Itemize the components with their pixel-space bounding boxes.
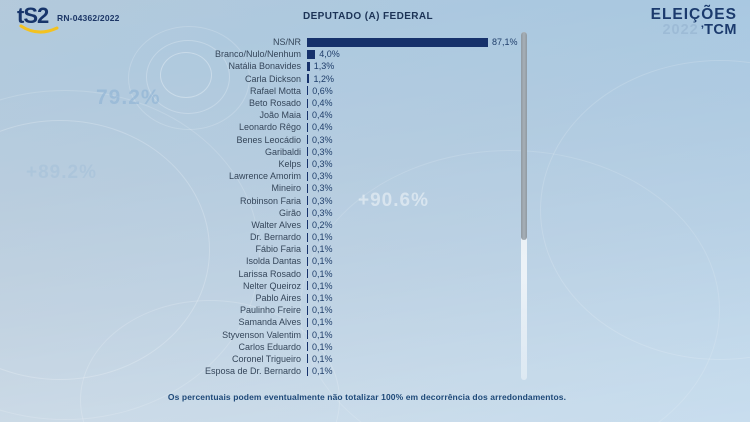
- candidate-bar: [307, 159, 308, 168]
- candidate-bar: [307, 74, 309, 83]
- candidate-value: 0,6%: [312, 85, 333, 96]
- chart-row: [0, 97, 520, 109]
- candidate-label: Garibaldi: [264, 146, 301, 157]
- candidate-label: Girão: [278, 207, 301, 218]
- candidate-label: Larissa Rosado: [238, 268, 301, 279]
- eleicoes-year: 2022: [662, 22, 699, 39]
- candidate-bar: [307, 135, 308, 144]
- candidate-label: Styvenson Valentim: [222, 329, 301, 340]
- candidate-bar: [307, 354, 308, 363]
- chart-row: [0, 146, 520, 158]
- eleicoes-tcm-logo: [651, 7, 737, 38]
- candidate-label: Samanda Alves: [238, 317, 301, 328]
- chart-row: [0, 316, 520, 328]
- chart-row: [0, 219, 520, 231]
- candidate-value: 0,1%: [312, 305, 333, 316]
- candidate-label: NS/NR: [272, 37, 301, 48]
- chart-row: [0, 292, 520, 304]
- candidate-bar: [307, 342, 308, 351]
- rounding-disclaimer: Os percentuais podem eventualmente não totalizar 100% em decorrência dos arredondamentos.: [167, 392, 567, 402]
- chart-row: [0, 304, 520, 316]
- research-registration-number: RN-04362/2022: [57, 13, 120, 23]
- candidate-value: 0,1%: [312, 280, 333, 291]
- chart-row: [0, 329, 520, 341]
- candidate-bar: [307, 196, 308, 205]
- candidate-bar: [307, 147, 308, 156]
- candidate-bar: [307, 330, 308, 339]
- chart-row: [0, 73, 520, 85]
- candidate-bar: [307, 99, 308, 108]
- candidate-label: Branco/Nulo/Nenhum: [214, 49, 301, 60]
- candidate-bar: [307, 306, 308, 315]
- candidate-value: 0,3%: [312, 195, 333, 206]
- chart-row: [0, 134, 520, 146]
- chart-row: [0, 158, 520, 170]
- candidate-value: 0,1%: [312, 317, 333, 328]
- candidate-bar: [307, 172, 308, 181]
- candidate-bar: [307, 50, 315, 59]
- background-watermark: +90.6%: [358, 190, 429, 211]
- candidate-label: João Maia: [259, 110, 301, 121]
- candidate-bar: [307, 86, 308, 95]
- candidate-value: 0,2%: [312, 219, 333, 230]
- candidate-bar: [307, 269, 308, 278]
- candidate-bar: [307, 294, 308, 303]
- candidate-label: Esposa de Dr. Bernardo: [204, 366, 301, 377]
- candidate-label: Pablo Aires: [255, 293, 301, 304]
- chart-row: [0, 365, 520, 377]
- candidate-bar: [307, 123, 308, 132]
- candidate-value: 87,1%: [491, 37, 518, 48]
- scrollbar-thumb[interactable]: [521, 32, 527, 240]
- ts2-logo-text: tS2: [17, 3, 49, 28]
- candidate-value: 0,1%: [312, 329, 333, 340]
- candidate-value: 1,2%: [313, 73, 334, 84]
- candidate-bar: [307, 318, 308, 327]
- candidate-label: Paulinho Freire: [239, 305, 301, 316]
- candidate-bar: [307, 257, 308, 266]
- chart-row: [0, 268, 520, 280]
- chart-row: [0, 109, 520, 121]
- candidate-value: 0,1%: [312, 341, 333, 352]
- candidate-bar: [307, 233, 308, 242]
- candidate-value: 1,3%: [313, 61, 335, 72]
- candidate-label: Natália Bonavides: [228, 61, 301, 72]
- candidate-value: 0,1%: [312, 366, 333, 377]
- candidate-label: Coronel Trigueiro: [231, 353, 301, 364]
- candidate-value: 0,4%: [312, 98, 333, 109]
- candidate-bar: [307, 281, 308, 290]
- candidate-label: Leonardo Rêgo: [238, 122, 301, 133]
- candidate-label: Kelps: [278, 158, 301, 169]
- candidate-bar: [307, 184, 308, 193]
- chart-row: [0, 170, 520, 182]
- candidate-label: Carla Dickson: [244, 73, 301, 84]
- candidate-label: Mineiro: [271, 183, 301, 194]
- candidate-label: Lawrence Amorim: [228, 171, 301, 182]
- chart-row: [0, 231, 520, 243]
- chart-row: [0, 194, 520, 206]
- candidate-bar: [307, 38, 488, 47]
- candidate-value: 0,1%: [312, 293, 333, 304]
- candidate-bar: [307, 220, 308, 229]
- chart-row: [0, 280, 520, 292]
- candidate-label: Nelter Queiroz: [242, 280, 301, 291]
- chart-row: [0, 353, 520, 365]
- candidate-value: 0,4%: [312, 110, 333, 121]
- background-watermark: +89.2%: [26, 162, 97, 183]
- candidate-value: 0,4%: [312, 122, 333, 133]
- candidate-label: Fábio Faria: [255, 244, 301, 255]
- candidate-label: Robinson Faria: [239, 195, 301, 206]
- candidate-value: 0,1%: [312, 268, 333, 279]
- page-title: DEPUTADO (A) FEDERAL: [302, 11, 434, 22]
- candidate-label: Benes Leocádio: [236, 134, 301, 145]
- chart-row: [0, 48, 520, 60]
- tcm-wordmark: TCM: [704, 22, 737, 39]
- candidate-bar: [307, 62, 310, 71]
- candidate-value: 0,3%: [312, 171, 333, 182]
- candidate-value: 0,3%: [312, 146, 333, 157]
- chart-row: [0, 341, 520, 353]
- chart-row: [0, 182, 520, 194]
- candidate-label: Rafael Motta: [249, 85, 301, 96]
- candidate-value: 0,3%: [312, 207, 333, 218]
- chart-row: [0, 36, 520, 48]
- tick-icon: ’: [700, 23, 705, 38]
- candidate-value: 0,1%: [312, 256, 333, 267]
- chart-row: [0, 121, 520, 133]
- candidate-label: Dr. Bernardo: [249, 232, 301, 243]
- candidate-value: 4,0%: [319, 49, 340, 60]
- candidate-label: Carlos Eduardo: [238, 341, 301, 352]
- chart-row: [0, 255, 520, 267]
- candidate-label: Walter Alves: [251, 219, 301, 230]
- candidate-value: 0,3%: [312, 183, 333, 194]
- chart-row: [0, 85, 520, 97]
- chart-row: [0, 60, 520, 72]
- bar-chart: [0, 36, 520, 377]
- candidate-value: 0,1%: [312, 232, 333, 243]
- candidate-bar: [307, 111, 308, 120]
- candidate-value: 0,3%: [312, 134, 333, 145]
- candidate-label: Isolda Dantas: [245, 256, 301, 267]
- chart-row: [0, 207, 520, 219]
- candidate-bar: [307, 245, 308, 254]
- candidate-value: 0,1%: [312, 353, 333, 364]
- eleicoes-wordmark: ELEIÇÕES: [650, 6, 737, 23]
- candidate-bar: [307, 208, 308, 217]
- candidate-value: 0,1%: [312, 244, 333, 255]
- candidate-label: Beto Rosado: [248, 98, 301, 109]
- chart-row: [0, 243, 520, 255]
- candidate-value: 0,3%: [312, 158, 333, 169]
- background-watermark: 79.2%: [96, 86, 161, 109]
- candidate-bar: [307, 367, 308, 376]
